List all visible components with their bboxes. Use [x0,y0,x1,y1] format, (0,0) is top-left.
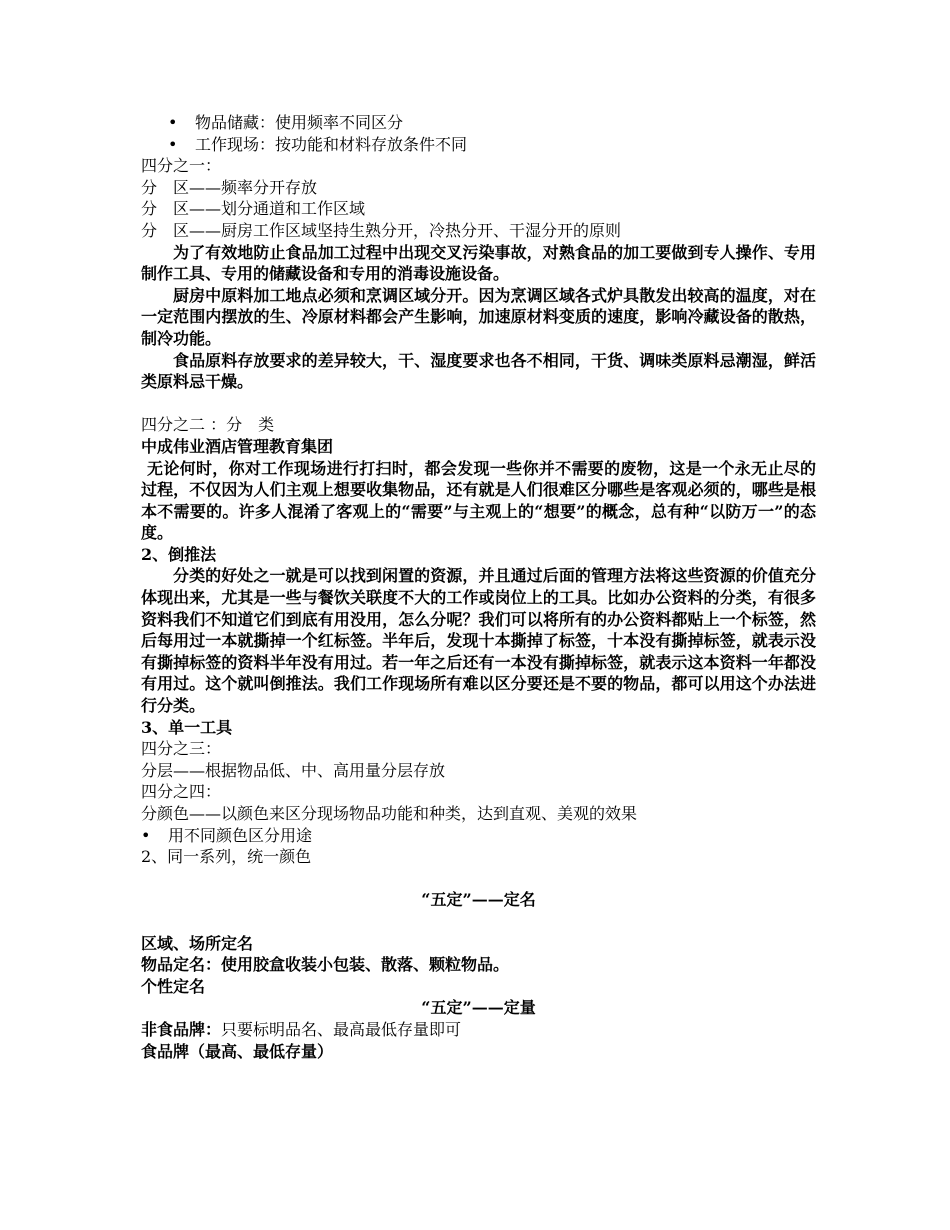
paragraph: 无论何时，你对工作现场进行打扫时，都会发现一些你并不需要的废物，这是一个永无止尽的过程，不仅因为人们主观上想要收集物品，还有就是人们很难区分哪些是客观必须的，哪些是根本不需要的。许多人混淆了客观上的“需要”与主观上的“想要”的概念，总有种“以防万一”的态度。 [141,458,816,543]
zone-line: 分 区——划分通道和工作区域 [141,199,366,219]
text-line: 个性定名 [141,976,206,996]
org-name: 中成伟业酒店管理教育集团 [141,436,334,456]
bullet-glyph: • [168,113,178,132]
text-line: 食品牌（最高、最低存量） [141,1041,334,1061]
bullet-item: • 物品储藏：使用频率不同区分 [168,113,404,132]
text-line: 非食品牌：只要标明品名、最高最低存量即可 [141,1019,462,1039]
section-title: 四分之二 ：分 类 [141,415,275,435]
section-title: 四分之四： [141,782,222,802]
zone-line: 分 区——频率分开存放 [141,177,318,197]
section-title: 四分之三： [141,739,222,759]
bullet-item: • 工作现场：按功能和材料存放条件不同 [168,134,468,154]
subheading: 2、倒推法 [141,544,217,564]
heading-quantity: “五定”——定量 [421,998,536,1018]
bullet-glyph: • [168,134,178,154]
text-line: 分层——根据物品低、中、高用量分层存放 [141,760,446,780]
zone-line: 分 区——厨房工作区域坚持生熟分开，冷热分开、干湿分开的原则 [141,220,622,240]
bullet-item: • 用不同颜色区分用途 [141,825,313,845]
content-column [141,112,816,1062]
text-line: 区域、场所定名 [141,933,254,953]
heading-naming: “五定”——定名 [421,890,536,910]
paragraph: 分类的好处之一就是可以找到闲置的资源，并且通过后面的管理方法将这些资源的价值充分体现出来，尤其是一些与餐饮关联度不大的工作或岗位上的工具。比如办公资料的分类，有很多资料我们不知道它们到底有用没用，怎么分呢？我们可以将所有的办公资料都贴上一个标签，然后每用过一本就撕掉一个红标签。半年后，发现十本撕掉了标签，十本没有撕掉标签，就表示没有撕掉标签的资料半年没有用过。若一年之后还有一本没有撕掉标签，就表示这本资料一年都没有用过。这个就叫倒推法。我们工作现场所有难以区分要还是不要的物品，都可以用这个办法进行分类。 [141,566,816,716]
paragraph: 为了有效地防止食品加工过程中出现交叉污染事故，对熟食品的加工要做到专人操作、专用制作工具、专用的储藏设备和专用的消毒设施设备。 [141,242,816,284]
bullet-glyph: • [141,825,151,845]
paragraph: 食品原料存放要求的差异较大，干、湿度要求也各不相同，干货、调味类原料忌潮湿，鲜活类原料忌干燥。 [141,350,816,392]
section-title: 四分之一： [141,156,222,176]
subheading: 3、单一工具 [141,717,233,737]
text-line: 2、同一系列，统一颜色 [141,847,312,867]
text-line: 物品定名：使用胶盒收装小包装、散落、颗粒物品。 [141,955,510,975]
text-line: 分颜色——以颜色来区分现场物品功能和种类，达到直观、美观的效果 [141,804,638,823]
paragraph: 厨房中原料加工地点必须和烹调区域分开。因为烹调区域各式炉具散发出较高的温度，对在一定范围内摆放的生、冷原材料都会产生影响，加速原材料变质的速度，影响冷藏设备的散热，制冷功能。 [141,285,816,348]
